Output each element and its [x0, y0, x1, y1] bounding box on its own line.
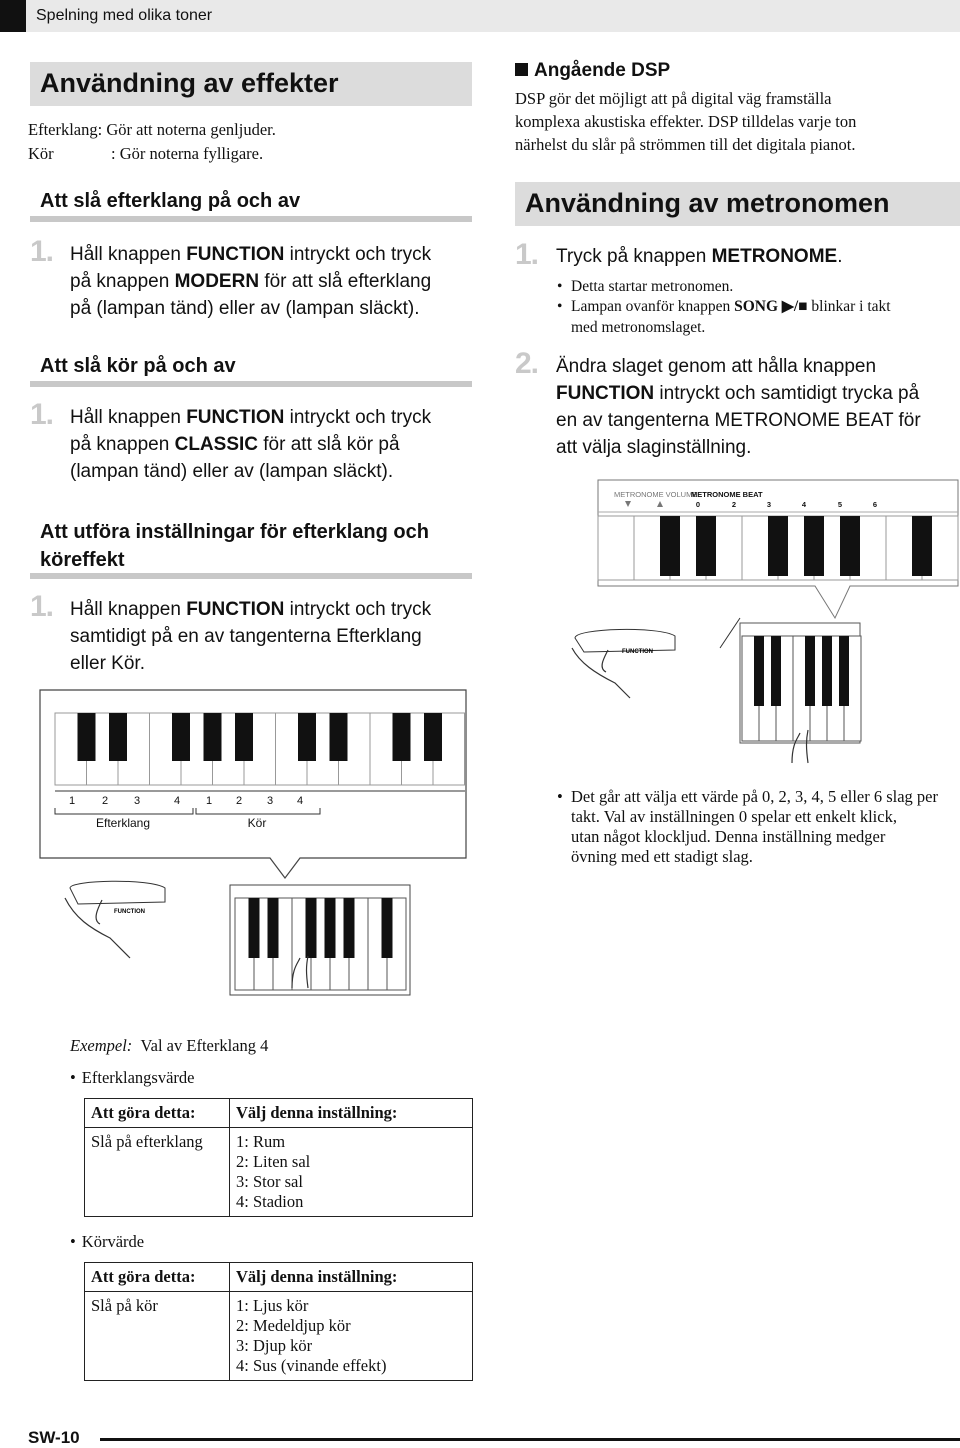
- header-marker: [0, 0, 26, 32]
- white-key: [598, 516, 634, 580]
- step-text-metronome-2: Ändra slaget genom att hålla knappen FUNCTION intryckt och samtidigt trycka på en av tangenterna METRONOME BEAT för att välja slaginställning.: [556, 356, 921, 458]
- black-key: [235, 713, 253, 761]
- table-reverb: Att göra detta: Välj denna inställning: Slå på efterklang 1: Rum 2: Liten sal 3: Stor sal 4: Stadion: [84, 1098, 473, 1217]
- step-text-settings: Håll knappen FUNCTION intryckt och tryck samtidigt på en av tangenterna Efterklang eller Kör.: [70, 599, 432, 674]
- black-key: [204, 713, 222, 761]
- black-key: [754, 636, 764, 706]
- metronome-beat-label: METRONOME BEAT: [691, 490, 763, 499]
- black-key: [804, 516, 824, 576]
- svg-text:3: 3: [766, 500, 772, 509]
- black-key: [298, 713, 316, 761]
- subsection-title-chorus: Att slå kör på och av: [40, 355, 236, 377]
- step-text-chorus: Håll knappen FUNCTION intryckt och tryck på knappen CLASSIC för att slå kör på (lampan tänd) eller av (lampan släckt).: [70, 407, 432, 482]
- black-key: [78, 713, 96, 761]
- black-key: [424, 713, 442, 761]
- subsection-title-settings: Att utföra inställningar för efterklang och köreffekt: [40, 521, 429, 571]
- black-key: [344, 898, 355, 958]
- running-title: Spelning med olika toner: [36, 7, 213, 24]
- svg-text:2: 2: [731, 500, 737, 509]
- black-key: [249, 898, 260, 958]
- metronome-note: • Det går att välja ett värde på 0, 2, 3, 4, 5 eller 6 slag per takt. Val av inställningen 0 spelar ett enkelt klick, utan något klockljud. Denna inställning medger övning med ett stadigt slag.: [557, 787, 938, 866]
- step-number: 2.: [515, 347, 539, 380]
- example-line: Exempel: Val av Efterklang 4: [70, 1036, 269, 1055]
- bullet-reverb-value: • Efterklangsvärde: [70, 1068, 195, 1087]
- dsp-text: DSP gör det möjligt att på digital väg framställa komplexa akustiska effekter. DSP tilldelas varje ton närhelst du slår på strömmen till det digitala pianot.: [515, 89, 857, 154]
- subsection-rule: [30, 573, 472, 579]
- footer-rule: [100, 1438, 960, 1441]
- subsection-title-reverb: Att slå efterklang på och av: [40, 190, 301, 212]
- svg-text:6: 6: [872, 500, 878, 509]
- intro-reverb: [28, 118, 276, 141]
- step-number: 1.: [515, 238, 539, 271]
- black-key: [839, 636, 849, 706]
- intro-chorus-label: Kör: [28, 144, 54, 163]
- svg-text:FUNCTION: FUNCTION: [114, 909, 145, 915]
- black-key: [393, 713, 411, 761]
- svg-text:2: 2: [101, 795, 109, 807]
- black-key: [696, 516, 716, 576]
- intro-reverb-label: Efterklang:: [28, 120, 103, 139]
- black-key: [805, 636, 815, 706]
- subsection-rule: [30, 216, 472, 222]
- black-key: [306, 898, 317, 958]
- bullet-start: • Detta startar metronomen.: [557, 278, 734, 295]
- bullet-lamp: • Lampan ovanför knappen SONG ▶/■ blinkar i takt med metronomslaget.: [557, 298, 891, 336]
- svg-text:1: 1: [68, 795, 76, 807]
- svg-text:4: 4: [801, 500, 807, 509]
- step-text-reverb: Håll knappen FUNCTION intryckt och tryck på knappen MODERN för att slå efterklang på (lampan tänd) eller av (lampan släckt).: [70, 244, 432, 319]
- section-title-metronome: Användning av metronomen: [525, 188, 890, 218]
- svg-text:0: 0: [695, 500, 701, 509]
- keyboard-illustration-metronome: [560, 478, 960, 768]
- svg-text:4: 4: [296, 795, 304, 807]
- dsp-heading: Angående DSP: [515, 60, 670, 82]
- keyboard-illustration-effects: [30, 688, 475, 1018]
- black-key: [768, 516, 788, 576]
- svg-text:1: 1: [205, 795, 213, 807]
- black-key: [325, 898, 336, 958]
- group-label-reverb: Efterklang: [95, 816, 151, 830]
- intro-chorus-text: : Gör noterna fylligare.: [111, 144, 264, 163]
- section-title-effects: Användning av effekter: [40, 68, 339, 98]
- step-number: 1.: [30, 590, 54, 623]
- intro-reverb-text: Gör att noterna genljuder.: [106, 120, 276, 139]
- svg-text:4: 4: [173, 795, 181, 807]
- black-key: [771, 636, 781, 706]
- bullet-chorus-value: • Körvärde: [70, 1232, 145, 1251]
- black-key: [840, 516, 860, 576]
- svg-text:3: 3: [133, 795, 141, 807]
- svg-text:2: 2: [235, 795, 243, 807]
- black-key: [822, 636, 832, 706]
- svg-text:FUNCTION: FUNCTION: [622, 649, 653, 655]
- black-key: [382, 898, 393, 958]
- black-key: [109, 713, 127, 761]
- subsection-rule: [30, 381, 472, 387]
- group-label-chorus: Kör: [247, 816, 267, 830]
- page-number: SW-10: [28, 1428, 80, 1447]
- step-text-metronome-1: Tryck på knappen METRONOME.: [556, 246, 843, 267]
- svg-text:5: 5: [837, 500, 843, 509]
- metronome-volume-label: METRONOME VOLUME: [614, 490, 698, 499]
- black-key: [912, 516, 932, 576]
- step-number: 1.: [30, 398, 54, 431]
- step-number: 1.: [30, 235, 54, 268]
- black-key: [660, 516, 680, 576]
- black-key: [268, 898, 279, 958]
- black-key: [330, 713, 348, 761]
- table-chorus: Att göra detta: Välj denna inställning: Slå på kör 1: Ljus kör 2: Medeldjup kör 3: Djup kör 4: Sus (vinande effekt): [84, 1262, 473, 1381]
- svg-text:3: 3: [266, 795, 274, 807]
- black-key: [172, 713, 190, 761]
- intro-chorus: [28, 142, 263, 165]
